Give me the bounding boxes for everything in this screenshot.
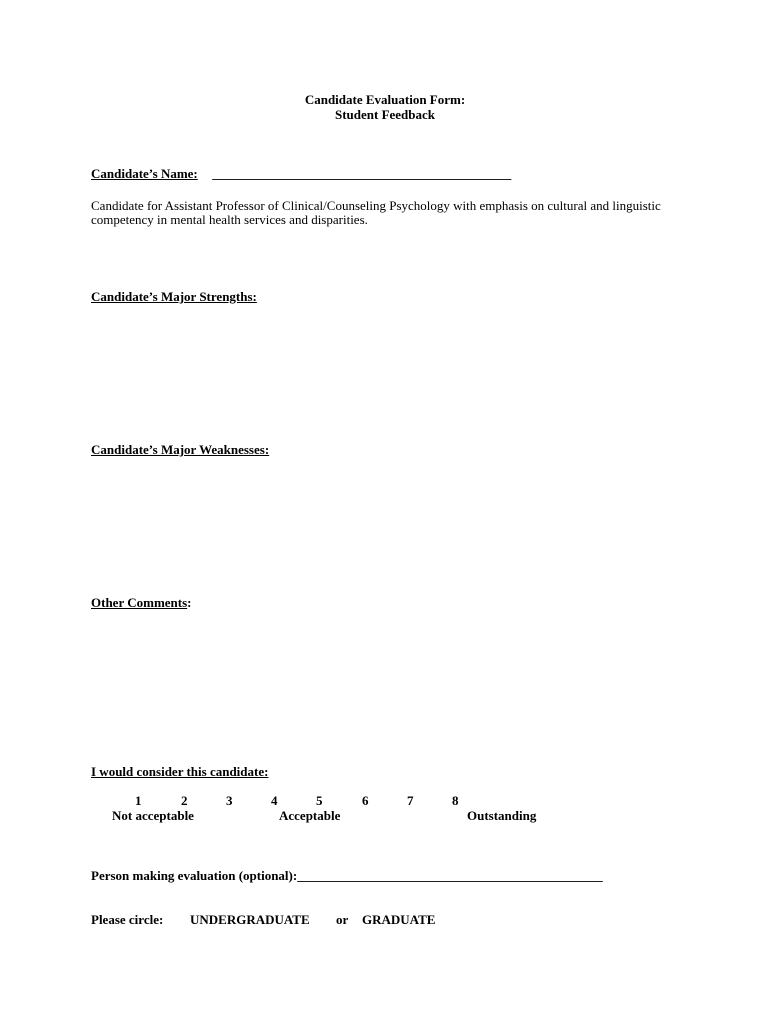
- scale-number-6[interactable]: 6: [362, 793, 369, 808]
- candidate-name-row: [91, 166, 511, 182]
- scale-number-1[interactable]: 1: [135, 793, 142, 808]
- scale-number-4[interactable]: 4: [271, 793, 278, 808]
- scale-high-label: Outstanding: [467, 808, 537, 823]
- candidate-name-label: Candidate’s Name:: [91, 166, 198, 181]
- evaluator-row: [91, 868, 603, 884]
- scale-mid-label: Acceptable: [279, 808, 341, 823]
- scale-number-8[interactable]: 8: [452, 793, 459, 808]
- scale-number-2[interactable]: 2: [181, 793, 188, 808]
- consider-label: I would consider this candidate:: [91, 764, 269, 779]
- scale-number-3[interactable]: 3: [226, 793, 233, 808]
- strengths-label: Candidate’s Major Strengths:: [91, 289, 257, 304]
- comments-colon: :: [187, 595, 192, 610]
- candidate-description: Candidate for Assistant Professor of Clinical/Counseling Psychology with emphasis on cultural and linguistic competency in mental health services and disparities.: [91, 198, 661, 227]
- weaknesses-label: Candidate’s Major Weaknesses:: [91, 442, 270, 457]
- scale-number-5[interactable]: 5: [316, 793, 323, 808]
- option-graduate[interactable]: GRADUATE: [362, 912, 436, 927]
- scale-number-7[interactable]: 7: [407, 793, 414, 808]
- scale-low-label: Not acceptable: [112, 808, 194, 823]
- form-subtitle: Student Feedback: [334, 107, 436, 122]
- option-or: or: [336, 912, 349, 927]
- comments-label: Other Comments: [91, 595, 188, 610]
- candidate-name-blank[interactable]: ______________________________________________: [212, 166, 512, 181]
- option-undergraduate[interactable]: UNDERGRADUATE: [190, 912, 310, 927]
- evaluator-label: Person making evaluation (optional):: [91, 868, 298, 883]
- form-title: Candidate Evaluation Form:: [304, 92, 466, 107]
- comments-row: [91, 595, 192, 611]
- circle-label: Please circle:: [91, 912, 164, 927]
- evaluator-blank[interactable]: _______________________________________________: [297, 868, 603, 883]
